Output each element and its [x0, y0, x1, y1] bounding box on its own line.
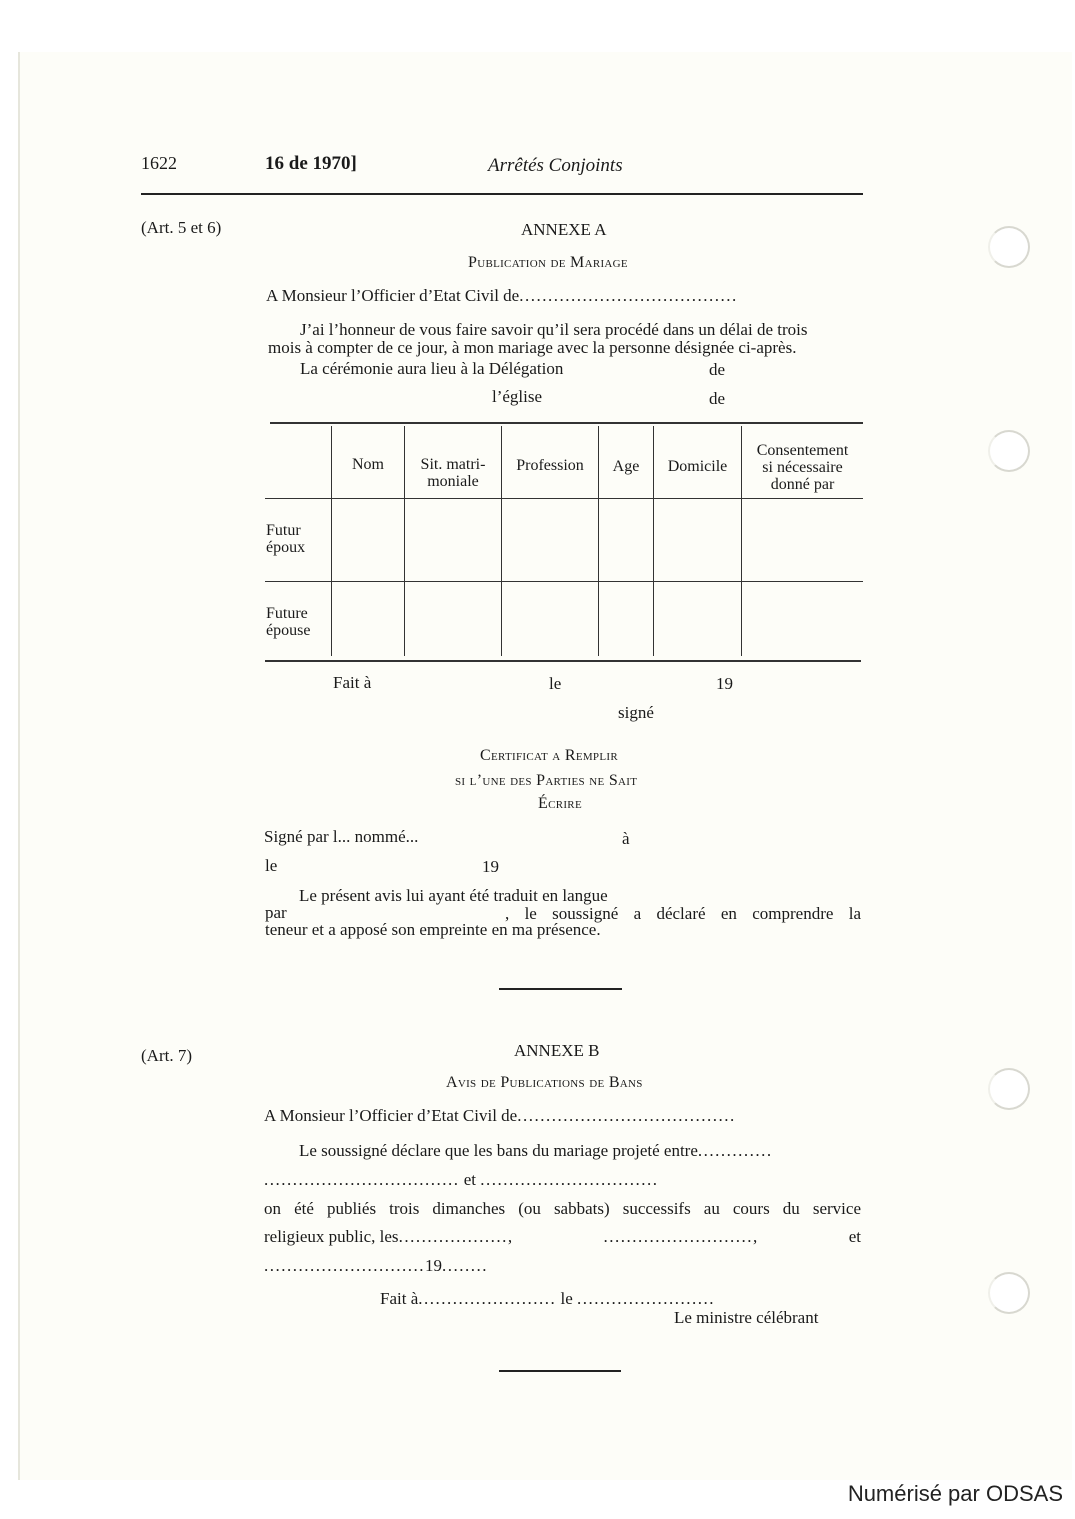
annexe-b-subtitle: Avis de Publications de Bans: [446, 1074, 643, 1091]
avis-line-3: teneur et a apposé son empreinte en ma présence.: [265, 920, 601, 939]
marriage-table: [265, 420, 863, 662]
dots-before-et: ..................................: [264, 1170, 460, 1189]
annexe-a-subtitle: Publication de Mariage: [468, 254, 628, 271]
body-text: Le soussigné déclare que les bans du mariage projeté entre: [299, 1141, 698, 1160]
annexe-a-article-ref: (Art. 5 et 6): [141, 218, 222, 237]
section-divider: [499, 988, 622, 990]
watermark: Numérisé par ODSAS: [847, 1481, 1063, 1506]
row-future-2: épouse: [266, 622, 311, 639]
et-label: et: [463, 1170, 477, 1189]
religieux-text: religieux public, les: [264, 1227, 399, 1246]
running-title: Arrêtés Conjoints: [488, 155, 623, 176]
punch-hole: [988, 226, 1030, 268]
row-future-1: Future: [266, 605, 308, 622]
punch-hole: [988, 1068, 1030, 1110]
dots-after-et: ...............................: [480, 1170, 659, 1189]
dots-after-19: ........: [442, 1256, 488, 1275]
annexe-b-body-line1: [299, 1141, 773, 1161]
signe-label: signé: [618, 703, 654, 722]
col-consent-2: si nécessaire: [762, 459, 843, 476]
annexe-b-title: ANNEXE B: [514, 1041, 600, 1060]
year-label-2: 19: [482, 857, 499, 876]
table-rule: [270, 422, 863, 424]
col-sit-2: moniale: [427, 473, 479, 490]
page-number: 1622: [141, 153, 177, 173]
year-19: 19: [425, 1256, 442, 1275]
ceremony-line: La cérémonie aura lieu à la Délégation: [300, 359, 564, 378]
section-divider: [499, 1370, 621, 1372]
body-line4-et: et: [848, 1227, 861, 1246]
row-futur-1: Futur: [266, 522, 301, 539]
annexe-b-year-line: [264, 1256, 488, 1276]
signe-par-label: Signé par l... nommé...: [264, 827, 419, 846]
certificate-title-3: Écrire: [538, 795, 582, 812]
address-text: A Monsieur l’Officier d’Etat Civil de: [266, 286, 520, 305]
col-profession: Profession: [516, 457, 584, 474]
annexe-b-body-line4: [264, 1227, 861, 1247]
address-dots: ......................................: [517, 1106, 736, 1125]
avis-line-1: Le présent avis lui ayant été traduit en langue: [299, 886, 608, 905]
annexe-b-body-line3: on été publiés trois dimanches (ou sabbats) successifs au cours du service: [264, 1199, 861, 1218]
col-nom: Nom: [352, 456, 384, 473]
annexe-b-address: [264, 1106, 736, 1126]
table-rule: [265, 660, 861, 662]
row-futur-2: époux: [266, 539, 306, 556]
table-rule: [265, 581, 863, 582]
table-rule: [265, 498, 863, 499]
fait-dots: ........................: [418, 1289, 557, 1308]
col-domicile: Domicile: [667, 458, 728, 475]
church-label: l’église: [492, 387, 543, 406]
issue-ref: 16 de 1970]: [265, 153, 357, 174]
avis-line-2: , le soussigné a déclaré en comprendre la: [505, 904, 861, 923]
col-age: Age: [612, 458, 640, 475]
le-label: le: [549, 674, 562, 693]
annexe-a-title: ANNEXE A: [521, 220, 607, 239]
annexe-b-article-ref: (Art. 7): [141, 1046, 192, 1065]
minister-signature: Le ministre célébrant: [674, 1308, 819, 1327]
year-label: 19: [716, 674, 733, 693]
a-label: à: [622, 829, 630, 848]
ceremony-de-1: de: [709, 360, 726, 379]
header-rule: [141, 193, 863, 195]
col-consent-1: Consentement: [756, 442, 849, 459]
annexe-b-names-line: [264, 1170, 659, 1190]
address-text: A Monsieur l’Officier d’Etat Civil de: [264, 1106, 518, 1125]
annexe-a-address: [266, 286, 738, 306]
body-dots: .............: [697, 1141, 773, 1160]
address-dots: ......................................: [519, 286, 738, 305]
punch-hole: [988, 1272, 1030, 1314]
body-line4-start: [264, 1227, 514, 1247]
punch-hole: [988, 430, 1030, 472]
certificate-title-1: Certificat a Remplir: [480, 747, 618, 764]
certificate-title-2: si l’une des Parties ne Sait: [455, 772, 638, 789]
fait-a-label: Fait à: [380, 1289, 419, 1308]
date-dots-1: ...................,: [398, 1227, 514, 1246]
col-consent-3: donné par: [770, 476, 835, 493]
le-label-2: le: [265, 856, 278, 875]
annexe-b-fait-line: [380, 1289, 715, 1309]
annexe-a-body-line2: mois à compter de ce jour, à mon mariage avec la personne désignée ci-après.: [268, 338, 797, 357]
annexe-a-body-line1: J’ai l’honneur de vous faire savoir qu’il sera procédé dans un délai de trois: [300, 320, 808, 339]
le-dots: ........................: [577, 1289, 716, 1308]
par-label: par: [265, 903, 287, 922]
le-label: le: [560, 1289, 573, 1308]
ceremony-de-2: de: [709, 389, 726, 408]
dots-before-19: ............................: [264, 1256, 425, 1275]
col-sit-1: Sit. matri-: [420, 456, 486, 473]
date-dots-2: ..........................,: [603, 1227, 759, 1246]
fait-a-label: Fait à: [333, 673, 372, 692]
